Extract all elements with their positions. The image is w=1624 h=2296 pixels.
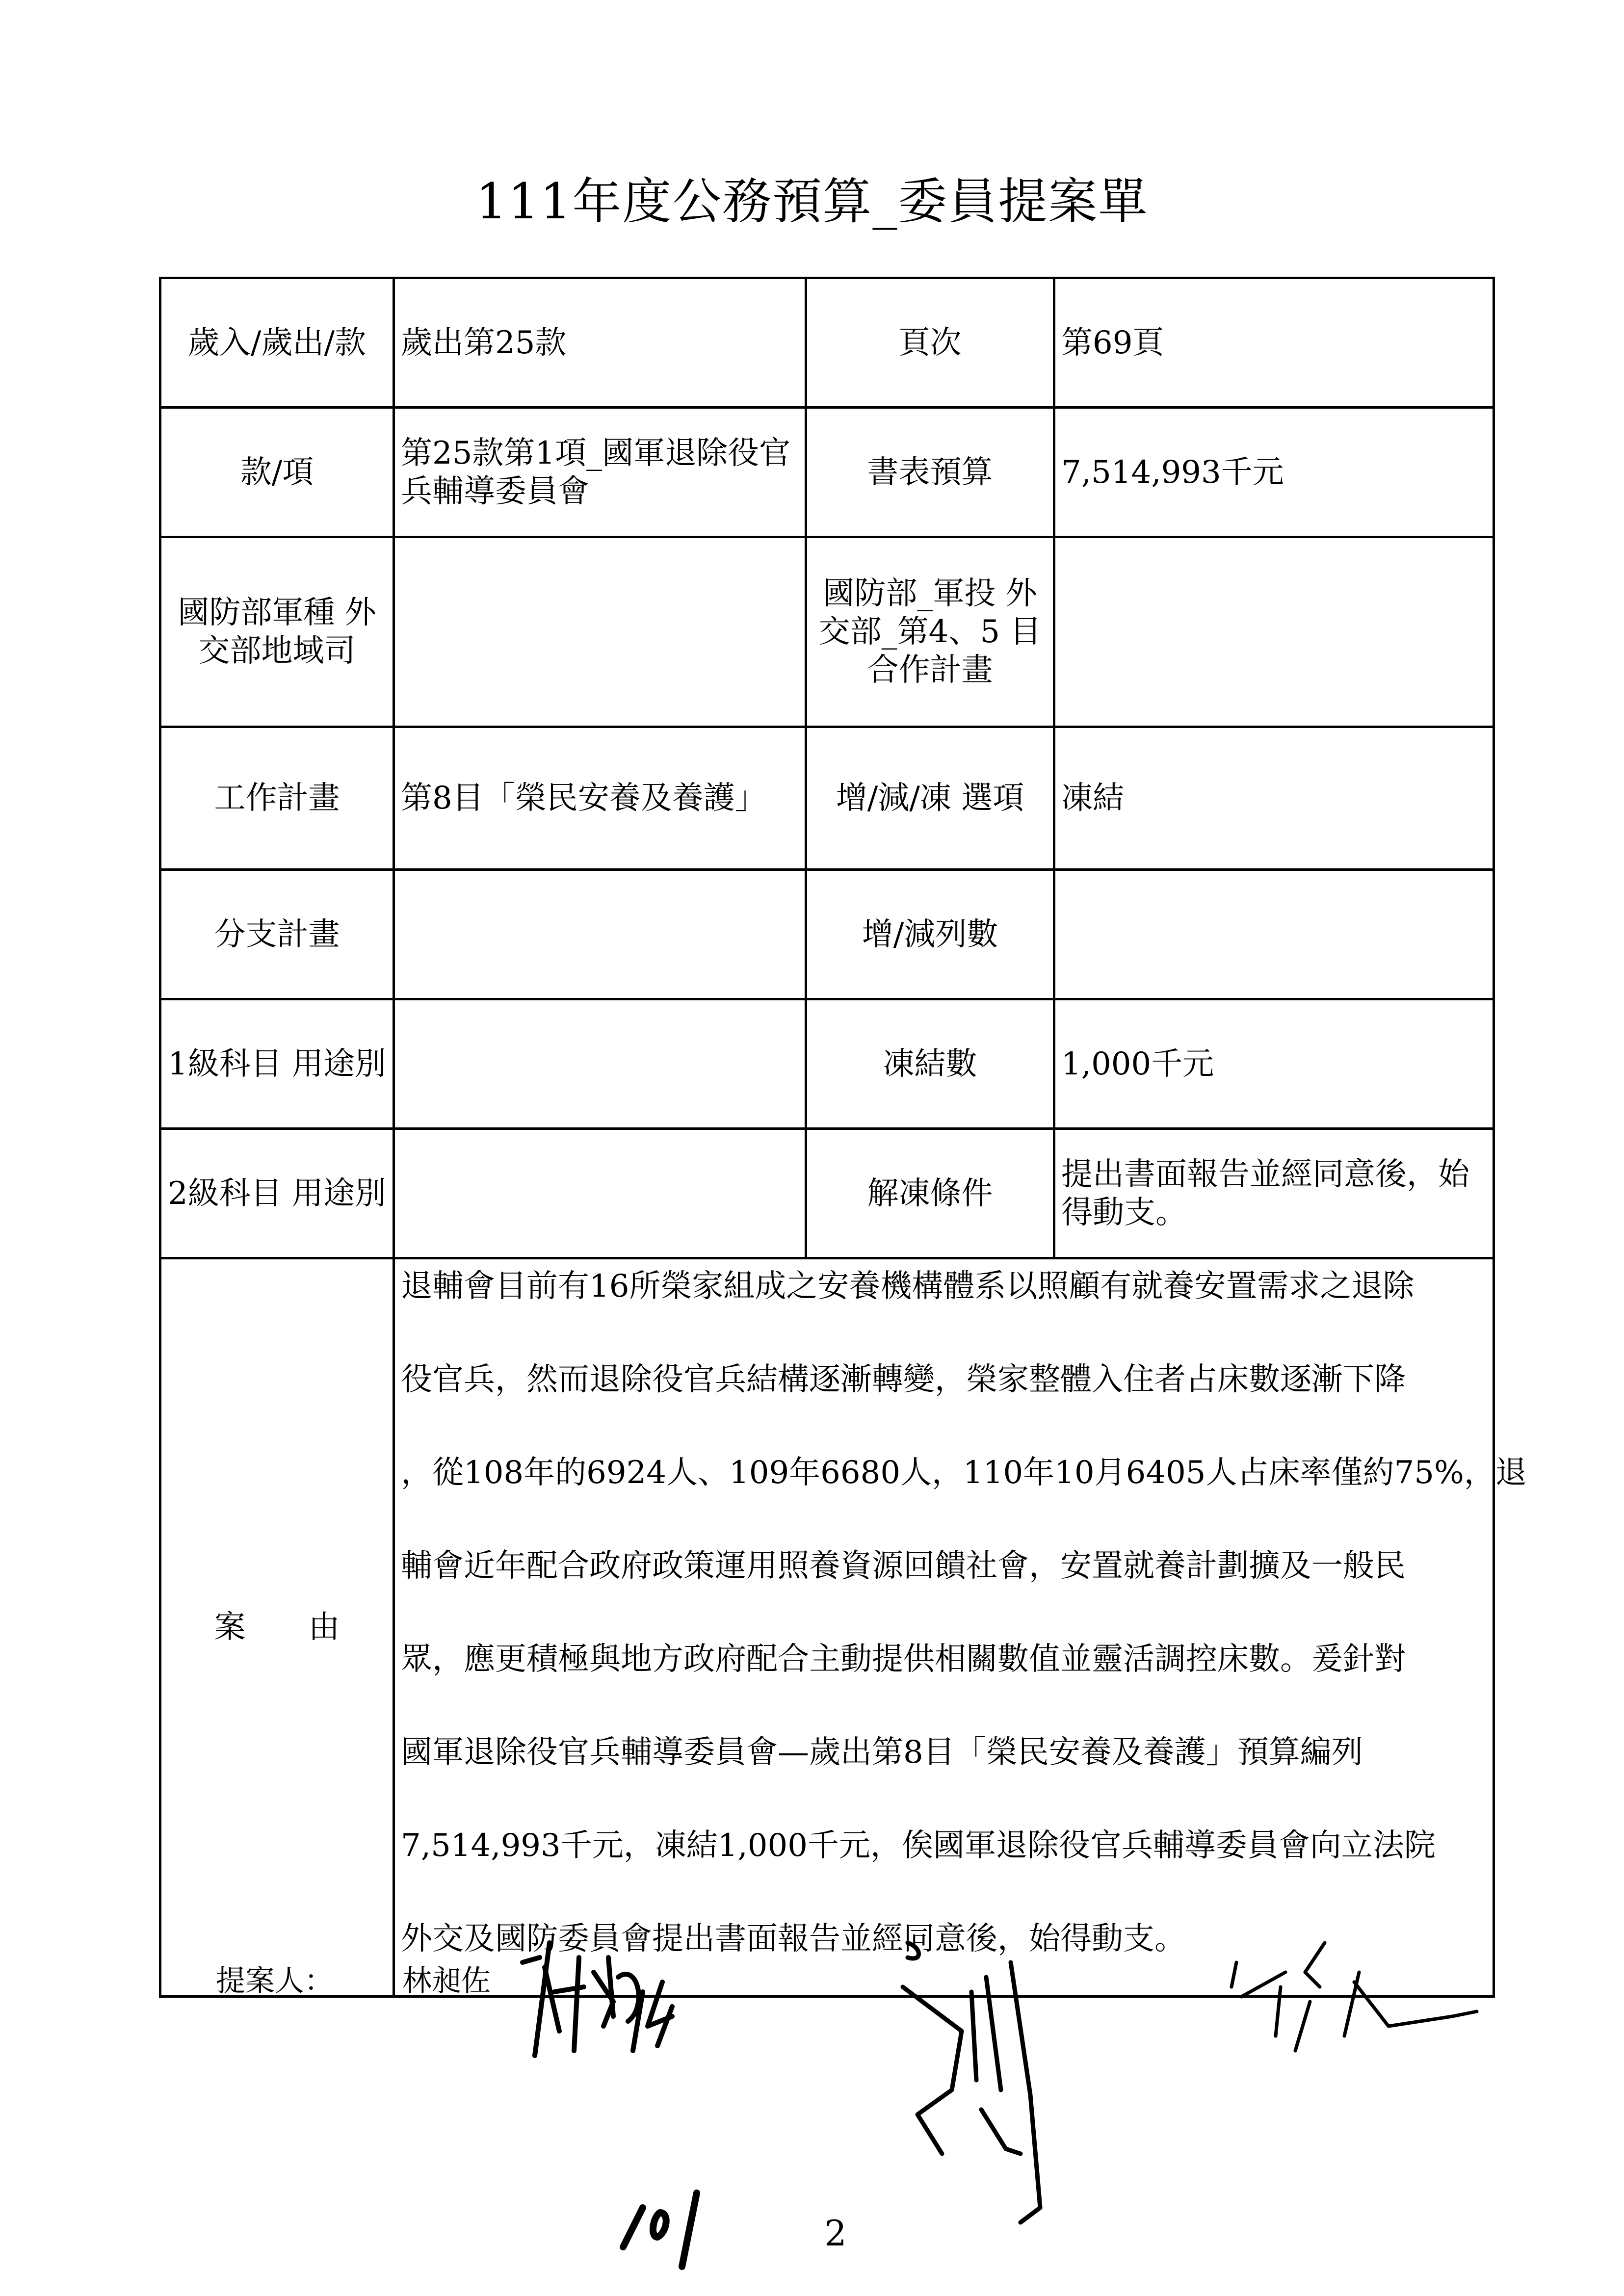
field-label: 凍結數: [806, 999, 1054, 1129]
field-label: 1級科目 用途別: [160, 999, 394, 1129]
handwritten-number-101: [623, 2193, 697, 2267]
field-value: 提出書面報告並經同意後，始得動支。: [1054, 1129, 1494, 1258]
page-number: 2: [824, 2213, 847, 2254]
reason-line: ，從108年的6924人、109年6680人，110年10月6405人占床率僅約75%，退: [401, 1455, 1527, 1491]
signature-1: [523, 1943, 672, 2056]
reason-line: 眾，應更積極與地方政府配合主動提供相關數值並靈活調控床數。爰針對: [401, 1641, 1406, 1677]
proposer-name: 林昶佐: [402, 1964, 491, 1998]
field-value: 第69頁: [1054, 278, 1494, 408]
field-label: 歲入/歲出/款: [160, 278, 394, 408]
reason-line: 退輔會目前有16所榮家組成之安養機構體系以照顧有就養安置需求之退除: [401, 1268, 1414, 1305]
field-label: 頁次: [806, 278, 1054, 408]
signature-2: [903, 1943, 1040, 2222]
field-value: 第25款第1項_國軍退除役官兵輔導委員會: [394, 408, 806, 537]
reason-line: 7,514,993千元，凍結1,000千元，俟國軍退除役官兵輔導委員會向立法院: [401, 1827, 1436, 1864]
field-value: 7,514,993千元: [1054, 408, 1494, 537]
field-label: 解凍條件: [806, 1129, 1054, 1258]
field-label: 國防部軍種 外交部地域司: [160, 537, 394, 727]
reason-line: 役官兵，然而退除役官兵結構逐漸轉變，榮家整體入住者占床數逐漸下降: [401, 1361, 1406, 1398]
field-label: 增/減列數: [806, 870, 1054, 999]
field-value: 凍結: [1054, 727, 1494, 870]
field-value: 1,000千元: [1054, 999, 1494, 1129]
reason-line: 國軍退除役官兵輔導委員會—歲出第8目「榮民安養及養護」預算編列: [401, 1734, 1363, 1771]
field-label: 增/減/凍 選項: [806, 727, 1054, 870]
field-label: 書表預算: [806, 408, 1054, 537]
field-label: 款/項: [160, 408, 394, 537]
field-label: 國防部_軍投 外交部_第4、5 目合作計畫: [806, 537, 1054, 727]
proposer-label: 提案人：: [216, 1964, 334, 1998]
field-label: 工作計畫: [160, 727, 394, 870]
field-value: 歲出第25款: [394, 278, 806, 408]
reason-label: 案 由: [160, 1258, 394, 1997]
reason-line: 輔會近年配合政府政策運用照養資源回饋社會，安置就養計劃擴及一般民: [401, 1548, 1406, 1584]
page-title: 111年度公務預算_委員提案單: [475, 173, 1149, 230]
signature-3: [1231, 1943, 1477, 2051]
field-label: 分支計畫: [160, 870, 394, 999]
field-label: 2級科目 用途別: [160, 1129, 394, 1258]
reason-line: 外交及國防委員會提出書面報告並經同意後，始得動支。: [401, 1921, 1186, 1957]
field-value: 第8目「榮民安養及養護」: [394, 727, 806, 870]
